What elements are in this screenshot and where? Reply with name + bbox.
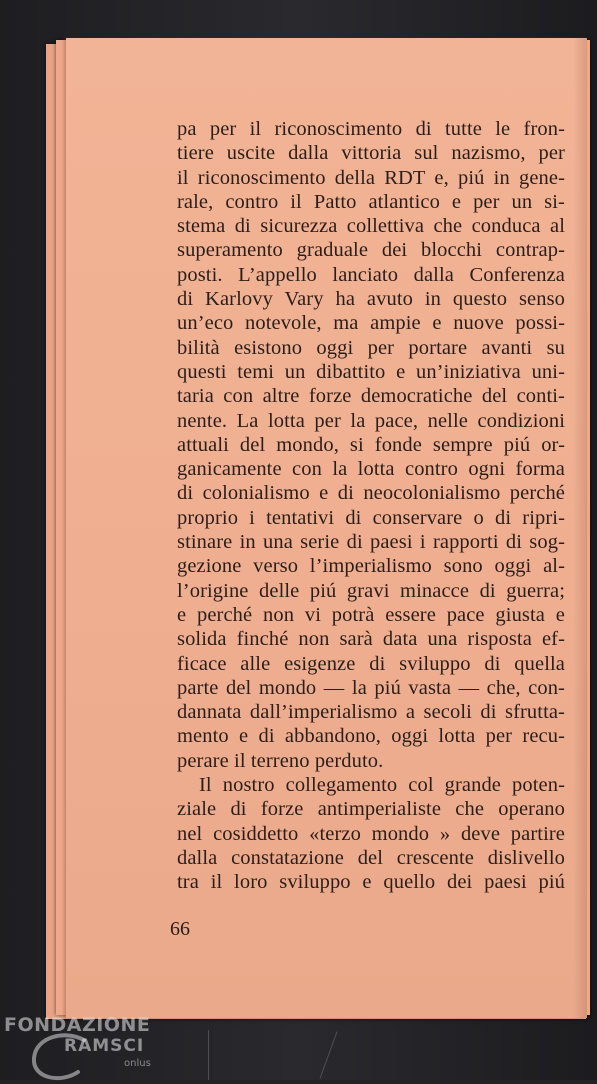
text-line: nel cosiddetto «terzo mondo » deve partire [177,822,565,845]
text-line: stema di sicurezza collettiva che conduca al [177,215,565,238]
text-line: dalla constatazione del crescente dislivello [177,846,565,869]
body-text [177,117,565,895]
text-line: gezione verso l’imperialismo sono oggi al- [177,555,565,578]
text-line: di Karlovy Vary ha avuto in questo senso [177,288,565,311]
text-line: proprio i tentativi di conservare o di ripri- [177,506,565,529]
text-line: tra il loro sviluppo e quello dei paesi piú [177,871,565,894]
text-line: ficace alle esigenze di sviluppo di quella [177,652,565,675]
spine-shadow [573,38,587,1018]
text-line: rale, contro il Patto atlantico e per un si- [177,190,565,213]
paragraph-start-line: Il nostro collegamento col grande poten- [199,774,565,797]
text-line: bilità esistono oggi per portare avanti su [177,336,565,359]
text-line: nente. La lotta per la pace, nelle condizioni [177,409,565,432]
text-line: superamento graduale dei blocchi contrap- [177,239,565,262]
text-line: e perché non vi potrà essere pace giusta e [177,603,565,626]
text-line: solida finché non sarà data una risposta ef- [177,628,565,651]
text-line: posti. L’appello lanciato dalla Conferenza [177,263,565,286]
text-line: parte del mondo — la piú vasta — che, con- [177,676,565,699]
text-line: un’eco notevole, ma ampie e nuove possi- [177,312,565,335]
text-line: il riconoscimento della RDT e, piú in gene- [177,166,565,189]
text-line: ziale di forze antimperialiste che operano [177,798,565,821]
watermark-line-3: onlus [124,1058,151,1069]
paragraph-end-line: perare il terreno perduto. [177,749,384,772]
text-line: tiere uscite dalla vittoria sul nazismo, per [177,142,565,165]
text-line: taria con altre forze democratiche del conti- [177,385,565,408]
text-line: pa per il riconoscimento di tutte le fron- [177,118,565,140]
fondazione-gramsci-watermark [4,1012,154,1078]
page-number: 66 [170,918,190,940]
text-line: attuali del mondo, si fonde sempre piú or- [177,433,565,456]
text-line: l’origine delle piú gravi minacce di guerra; [177,579,565,602]
text-line: ganicamente con la lotta contro ogni forma [177,458,565,481]
scan-scratch [208,1030,209,1080]
text-line: mento e di abbandono, oggi lotta per recu- [177,725,565,748]
text-line: stinare in una serie di paesi i rapporti di sog- [177,531,565,554]
watermark-line-2: RAMSCI [64,1036,145,1056]
watermark-line-1: FONDAZIONE [4,1014,151,1036]
text-line: questi temi un dibattito e un’iniziativa uni- [177,360,565,383]
text-line: di colonialismo e di neocolonialismo perché [177,482,565,505]
text-line: dannata dall’imperialismo a secoli di sfrutta- [177,701,565,724]
